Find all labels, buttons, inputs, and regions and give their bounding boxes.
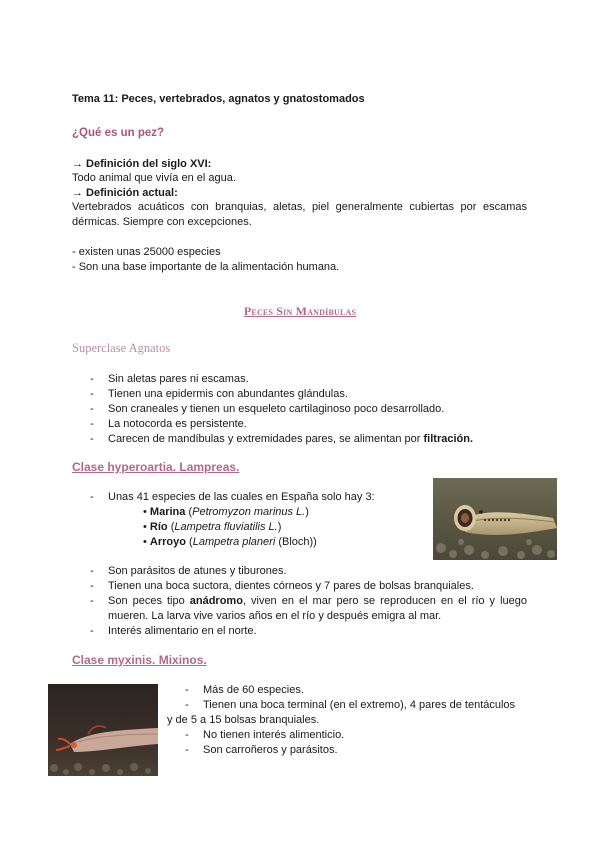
- definition-actual-label: → Definición actual:: [72, 187, 178, 199]
- list-item: - Son craneales y tienen un esqueleto cartilaginoso poco desarrollado.: [90, 403, 445, 415]
- list-item: - Tienen una epidermis con abundantes glándulas.: [90, 388, 348, 400]
- myxinis-list-2: [167, 728, 537, 758]
- agnatos-list: [72, 372, 542, 447]
- myxinis-heading: Clase myxinis. Mixinos.: [72, 653, 207, 667]
- hagfish-image: [48, 684, 158, 776]
- superclass-heading: Superclase Agnatos: [72, 341, 171, 355]
- lamprey-image: [433, 478, 557, 560]
- list-item: - Sin aletas pares ni escamas.: [90, 373, 249, 385]
- list-item: - No tienen interés alimenticio.: [185, 729, 345, 741]
- definition-16-text: Todo animal que vivía en el agua.: [72, 172, 236, 184]
- hyperoartia-intro: [72, 490, 412, 505]
- definition-16-label: → Definición del siglo XVI:: [72, 158, 212, 170]
- fact-species-count: - existen unas 25000 especies: [72, 246, 221, 258]
- list-item: - La notocorda es persistente.: [90, 418, 247, 430]
- list-item: - Tienen una boca terminal (en el extremo), 4 pares de tentáculos: [185, 699, 516, 711]
- lamprey-photo: [433, 478, 557, 560]
- species-marina: • Marina (Petromyzon marinus L.): [143, 506, 309, 518]
- list-item: - Son peces tipo anádromo, viven en el mar pero se reproducen en el río y luego mueren. La larva vive varios años en el río y después emigra al mar.: [90, 595, 527, 622]
- list-item: - Tienen una boca suctora, dientes córneos y 7 pares de bolsas branquiales.: [90, 580, 474, 592]
- question-heading: ¿Qué es un pez?: [72, 127, 165, 139]
- species-rio: • Río (Lampetra fluviatilis L.): [143, 521, 282, 533]
- hagfish-photo: [48, 684, 158, 776]
- list-item: - Carecen de mandíbulas y extremidades pares, se alimentan por filtración.: [90, 433, 474, 445]
- list-item: - Más de 60 especies.: [185, 684, 304, 696]
- myxinis-boca-continuation: y de 5 a 15 bolsas branquiales.: [167, 714, 320, 726]
- species-arroyo: • Arroyo (Lampetra planeri (Bloch)): [143, 536, 317, 548]
- myxinis-list: [167, 683, 537, 713]
- list-item: - Son parásitos de atunes y tiburones.: [90, 565, 287, 577]
- definition-actual-text: Vertebrados acuáticos con branquias, aletas, piel generalmente cubiertas por escamas dérmicas. Siempre con excepciones.: [72, 201, 527, 228]
- fact-food-base: - Son una base importante de la alimentación humana.: [72, 261, 340, 273]
- page-title: Tema 11: Peces, vertebrados, agnatos y gnatostomados: [72, 93, 365, 105]
- hyperoartia-heading: Clase hyperoartia. Lampreas.: [72, 460, 240, 474]
- hyperoartia-list: [72, 564, 532, 639]
- list-item: - Unas 41 especies de las cuales en España solo hay 3:: [90, 491, 375, 503]
- list-item: - Interés alimentario en el norte.: [90, 625, 257, 637]
- list-item: - Son carroñeros y parásitos.: [185, 744, 338, 756]
- section-title: Peces Sin Mandíbulas: [243, 304, 357, 318]
